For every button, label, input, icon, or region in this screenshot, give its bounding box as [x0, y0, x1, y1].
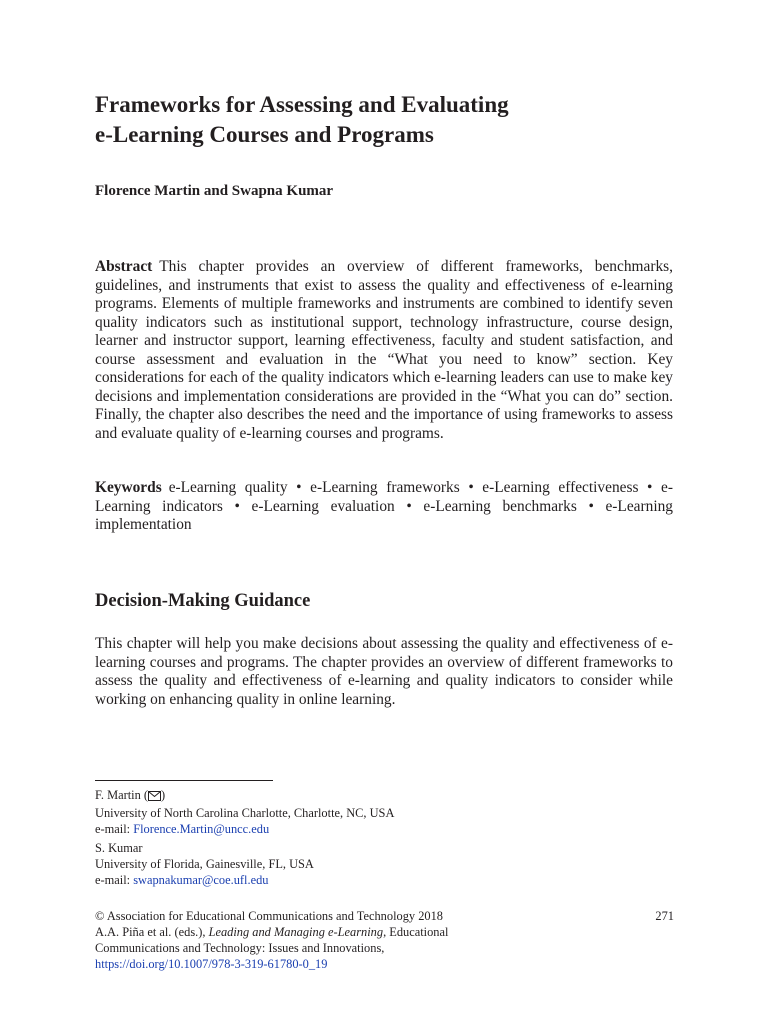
author-2-name: S. Kumar	[95, 841, 143, 855]
author-2-affiliation: University of Florida, Gainesville, FL, USA	[95, 857, 314, 871]
keywords	[95, 479, 673, 535]
author-1-email-link[interactable]: Florence.Martin@uncc.edu	[133, 822, 270, 836]
author-2-footnote	[95, 840, 314, 888]
chapter-title	[95, 90, 695, 150]
author-list: Florence Martin and Swapna Kumar	[95, 183, 334, 199]
footnote-divider	[95, 780, 273, 781]
author-2-email-link[interactable]: swapnakumar@coe.ufl.edu	[133, 873, 269, 887]
citation-line: A.A. Piña et al. (eds.), Leading and Managing e-Learning, Educational	[95, 925, 449, 939]
keywords-label: Keywords	[95, 479, 162, 496]
copyright-line: © Association for Educational Communications and Technology 2018	[95, 909, 443, 923]
keywords-text: e-Learning quality • e-Learning frameworks • e-Learning effectiveness • e-Learning indicators • e-Learning evaluation • e-Learning benchmarks • e-Learning implementation	[95, 479, 673, 533]
copyright-block	[95, 908, 448, 972]
author-1-email-line: e-mail: Florence.Martin@uncc.edu	[95, 822, 270, 836]
section-paragraph: This chapter will help you make decisions about assessing the quality and effectiveness of e-learning courses and programs. The chapter provides an overview of different frameworks to assess the quality and effectiveness of e-learning and quality indicators to consider while working on enhancing quality in online learning.	[95, 635, 673, 708]
series-line: Communications and Technology: Issues and Innovations,	[95, 941, 385, 955]
author-2-email-line: e-mail: swapnakumar@coe.ufl.edu	[95, 873, 269, 887]
doi-link[interactable]: https://doi.org/10.1007/978-3-319-61780-0_19	[95, 957, 328, 971]
author-1-affiliation: University of North Carolina Charlotte, Charlotte, NC, USA	[95, 806, 395, 820]
chapter-title-line-2: e-Learning Courses and Programs	[95, 122, 434, 147]
envelope-icon[interactable]	[148, 789, 161, 805]
section-heading: Decision-Making Guidance	[95, 591, 311, 611]
abstract-text: This chapter provides an overview of different frameworks, benchmarks, guidelines, and instruments that exist to assess the quality and effectiveness of e-learning programs. Elements of multiple frameworks and instruments are combined to identify seven quality indicators such as institutional support, technology infrastructure, course design, learner and instructor support, learning effectiveness, faculty and student satisfaction, and course assessment and evaluation in the “What you need to know” section. Key considerations for each of the quality indicators which e-learning leaders can use to make key decisions and implementation considerations are provided in the “What you can do” section. Finally, the chapter also describes the need and the importance of using frameworks to assess and evaluate quality of e-learning courses and programs.	[95, 258, 673, 442]
page-number: 271	[655, 909, 674, 923]
book-title: Leading and Managing e-Learning	[208, 925, 384, 939]
author-1-footnote	[95, 787, 394, 837]
abstract	[95, 258, 673, 443]
doi-line	[95, 956, 448, 972]
abstract-label: Abstract	[95, 258, 153, 275]
author-1-name-line: F. Martin ( )	[95, 787, 394, 805]
chapter-title-line-1: Frameworks for Assessing and Evaluating	[95, 92, 509, 117]
